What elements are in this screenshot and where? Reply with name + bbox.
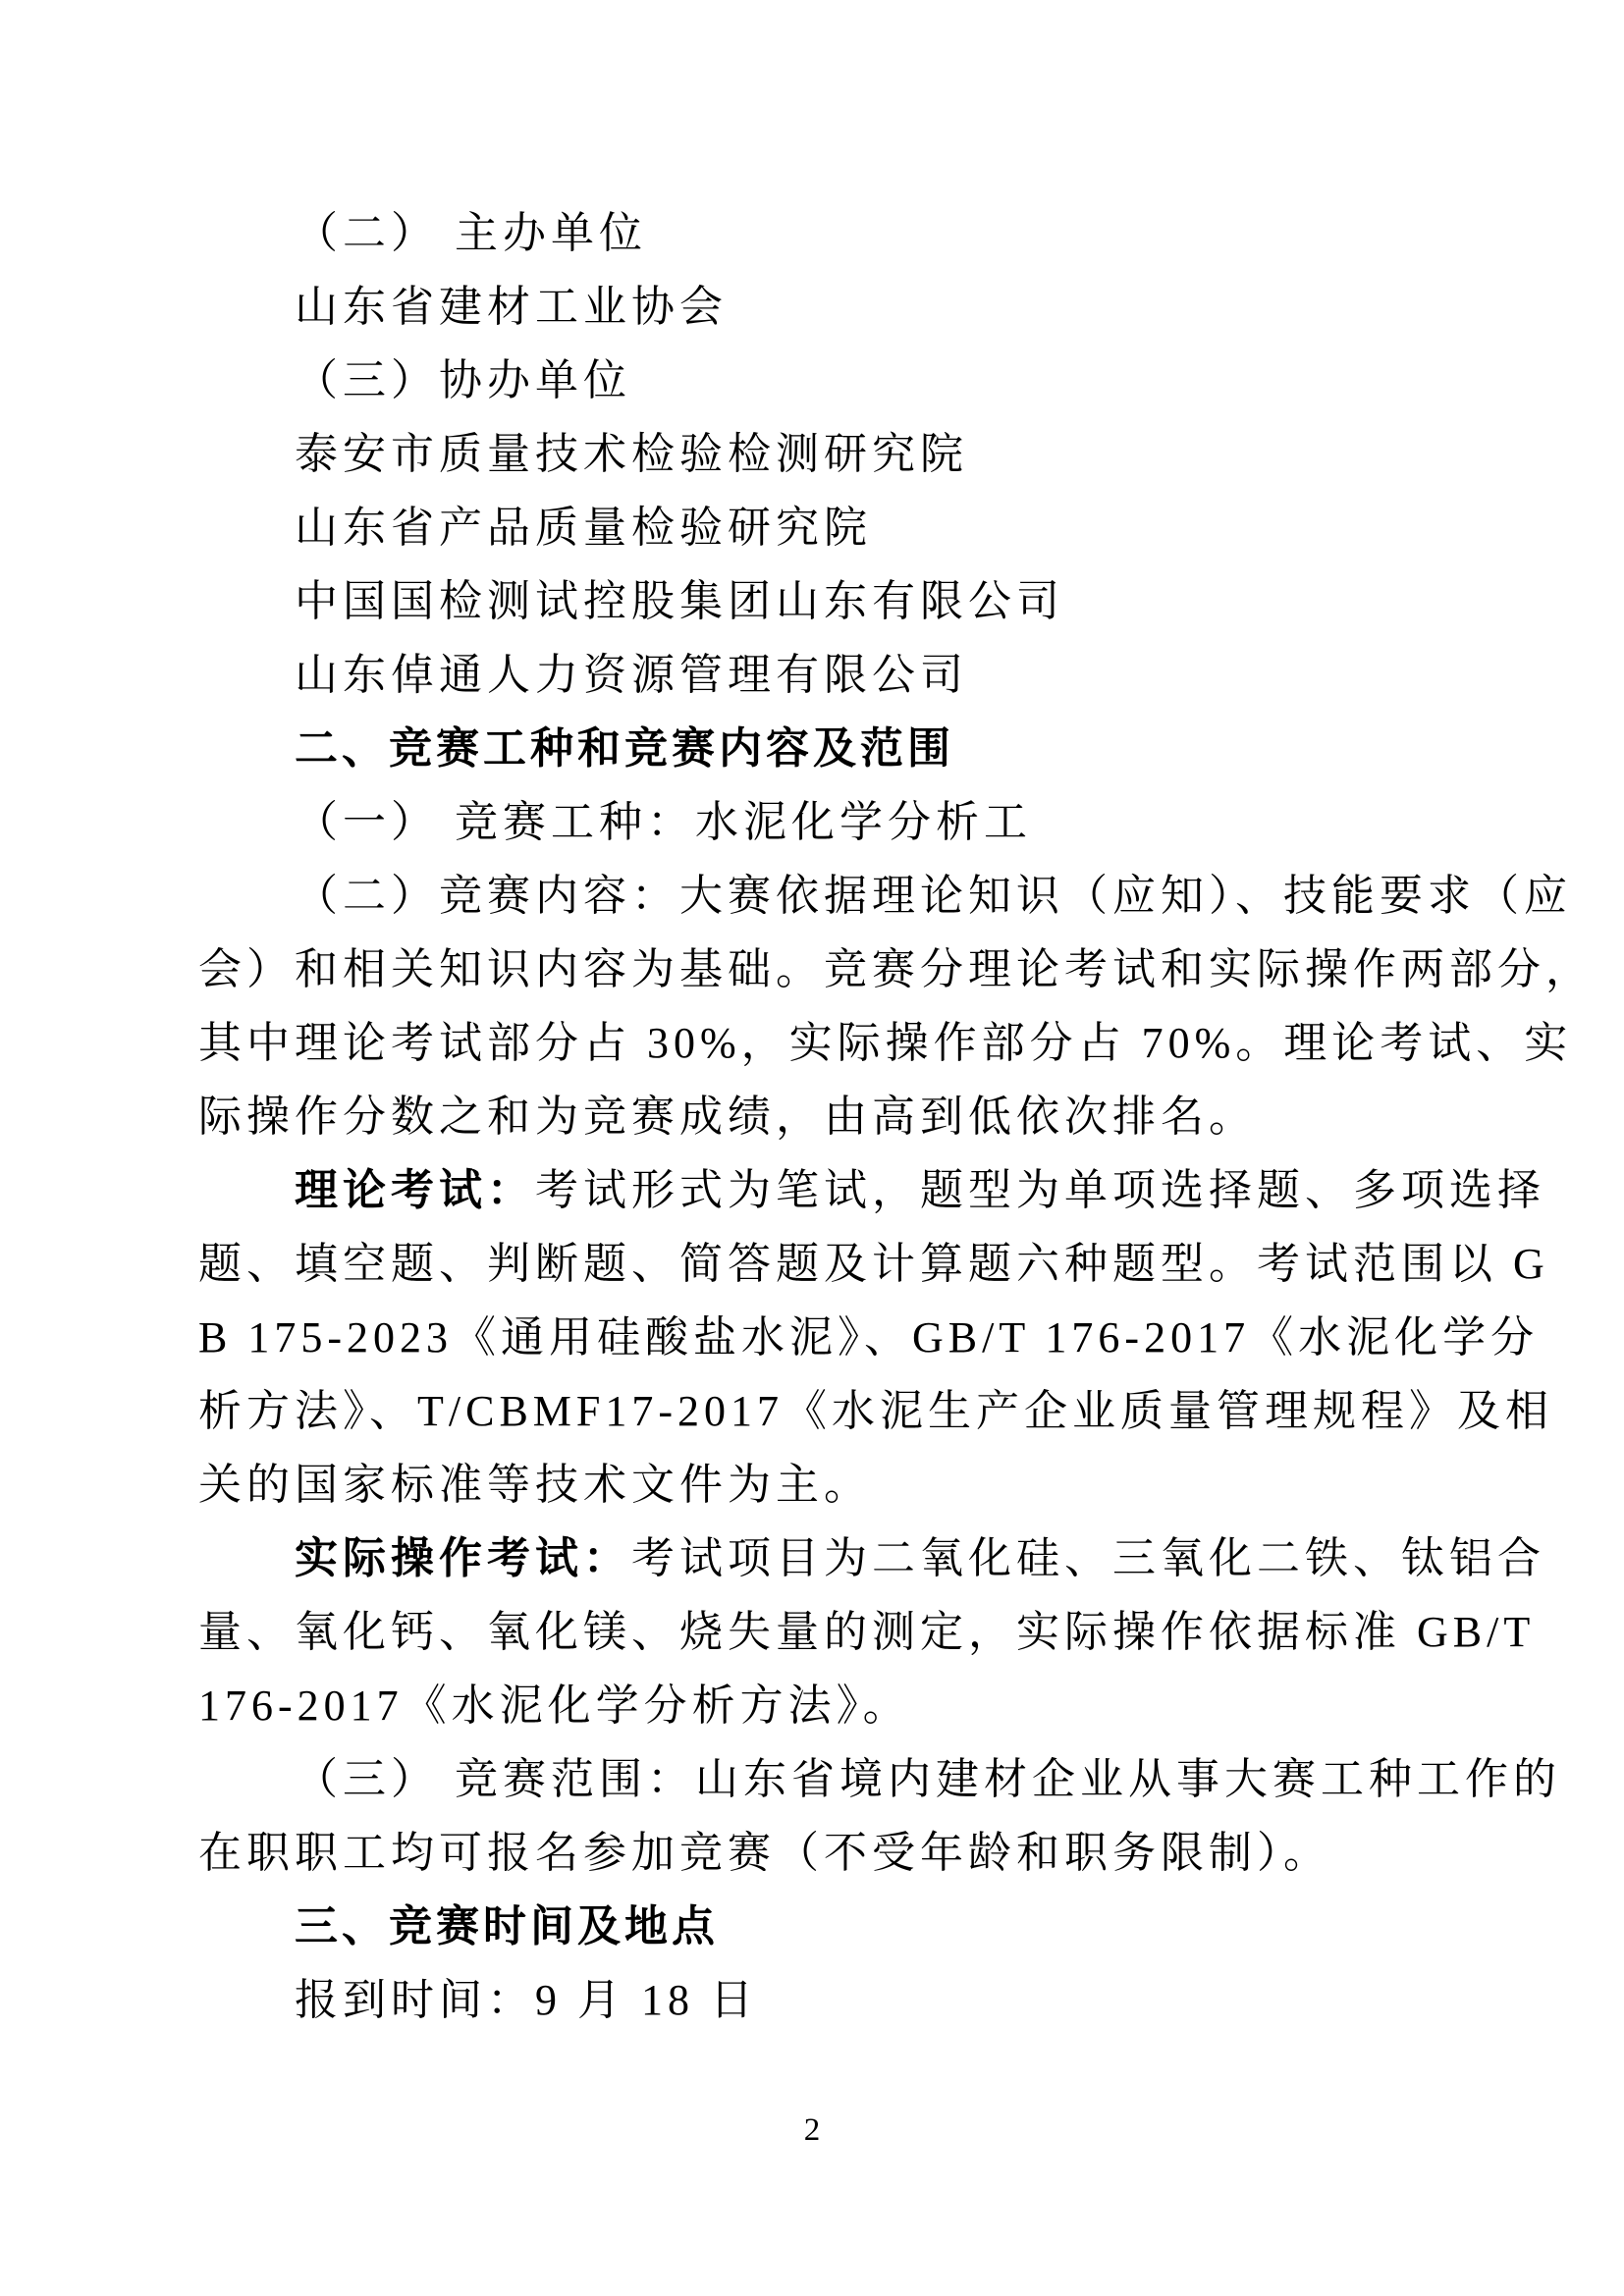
bold-run: 实际操作考试： bbox=[295, 1534, 631, 1582]
text-line bbox=[198, 270, 1465, 344]
text-run: （二） 主办单位 bbox=[295, 209, 647, 257]
text-line bbox=[198, 933, 1594, 1006]
text-run: 量、氧化钙、氧化镁、烧失量的测定，实际操作依据标准 GB/T bbox=[198, 1608, 1536, 1656]
text-run: 山东倬通人力资源管理有限公司 bbox=[295, 651, 968, 699]
text-line bbox=[198, 785, 1465, 859]
text-run: （二）竞赛内容：大赛依据理论知识（应知）、技能要求（应 bbox=[295, 872, 1572, 920]
text-run: 报到时间：9 月 18 日 bbox=[295, 1976, 758, 2024]
text-run: 考试形式为笔试，题型为单项选择题、多项选择 bbox=[535, 1166, 1545, 1214]
section-heading bbox=[198, 1890, 1465, 1963]
text-line bbox=[198, 1374, 1554, 1448]
text-line bbox=[198, 196, 1465, 270]
text-run: 三、竞赛时间及地点 bbox=[295, 1902, 719, 1950]
page-number: 2 bbox=[803, 2112, 821, 2148]
text-run: 考试项目为二氧化硅、三氧化二铁、钛铝合 bbox=[631, 1534, 1545, 1582]
text-line bbox=[198, 1963, 1465, 2037]
text-line bbox=[198, 1153, 1545, 1227]
text-run: 中国国检测试控股集团山东有限公司 bbox=[295, 577, 1064, 625]
text-run: （一） 竞赛工种：水泥化学分析工 bbox=[295, 798, 1032, 846]
text-line bbox=[198, 1080, 1465, 1153]
text-run: （三）协办单位 bbox=[295, 356, 631, 404]
text-run: 在职职工均可报名参加竞赛（不受年龄和职务限制）。 bbox=[198, 1829, 1331, 1877]
text-run: 二、竞赛工种和竞赛内容及范围 bbox=[295, 724, 954, 773]
text-line bbox=[198, 1669, 1465, 1742]
text-run: 山东省产品质量检验研究院 bbox=[295, 504, 872, 552]
text-line bbox=[198, 491, 1465, 564]
text-run: 176-2017《水泥化学分析方法》。 bbox=[198, 1682, 911, 1730]
text-line bbox=[198, 1448, 1465, 1522]
text-run: 会）和相关知识内容为基础。竞赛分理论考试和实际操作两部分， bbox=[198, 945, 1594, 993]
section-heading bbox=[198, 712, 1465, 785]
text-run: （三） 竞赛范围：山东省境内建材企业从事大赛工种工作的 bbox=[295, 1755, 1561, 1803]
text-line bbox=[198, 564, 1465, 638]
text-run: 析方法》、T/CBMF17-2017《水泥生产企业质量管理规程》及相 bbox=[198, 1387, 1554, 1435]
text-line bbox=[198, 1227, 1549, 1301]
text-line bbox=[198, 638, 1465, 712]
text-line bbox=[198, 344, 1465, 417]
text-line bbox=[198, 1522, 1545, 1595]
text-run: 际操作分数之和为竞赛成绩，由高到低依次排名。 bbox=[198, 1093, 1257, 1141]
bold-run: 理论考试： bbox=[295, 1166, 535, 1214]
text-run: B 175-2023《通用硅酸盐水泥》、GB/T 176-2017《水泥化学分 bbox=[198, 1313, 1540, 1362]
text-line bbox=[198, 1742, 1561, 1816]
text-line bbox=[198, 1301, 1540, 1374]
text-run: 关的国家标准等技术文件为主。 bbox=[198, 1461, 872, 1509]
text-line bbox=[198, 1816, 1465, 1890]
text-run: 其中理论考试部分占 30%，实际操作部分占 70%。理论考试、实 bbox=[198, 1019, 1573, 1067]
document-body bbox=[198, 196, 1594, 2037]
text-line bbox=[198, 1595, 1536, 1669]
text-run: 题、填空题、判断题、简答题及计算题六种题型。考试范围以 G bbox=[198, 1240, 1549, 1288]
text-line bbox=[198, 1006, 1573, 1080]
text-run: 泰安市质量技术检验检测研究院 bbox=[295, 430, 968, 478]
text-line bbox=[198, 859, 1572, 933]
text-line bbox=[198, 417, 1465, 491]
text-run: 山东省建材工业协会 bbox=[295, 283, 728, 331]
